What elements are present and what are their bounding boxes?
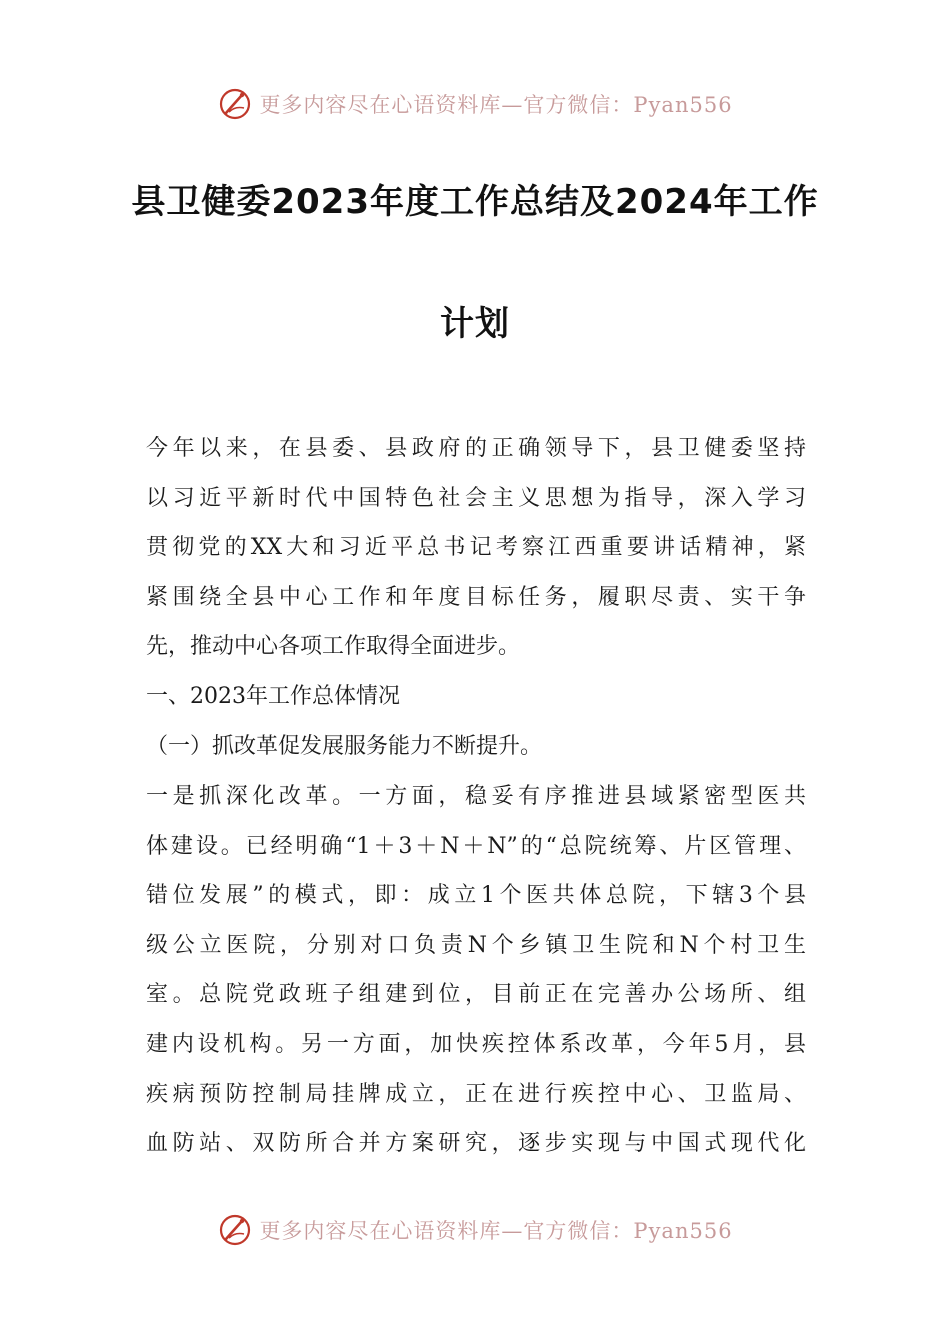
section-heading bbox=[146, 672, 806, 722]
paragraph-line: 血防站、双防所合并方案研究，逐步实现与中国式现代化 bbox=[146, 1131, 806, 1157]
document-title-line-2: 计划 bbox=[440, 304, 510, 344]
pen-circle-icon bbox=[217, 86, 253, 122]
paragraph-line: 紧围绕全县中心工作和年度目标任务，履职尽责、实干争 bbox=[146, 584, 806, 610]
watermark-text: 更多内容尽在心语资料库—官方微信：Pyan556 bbox=[259, 93, 733, 117]
footer-watermark bbox=[0, 1208, 950, 1252]
paragraph-line: 建内设机构。另一方面，加快疾控体系改革，今年5月，县 bbox=[146, 1031, 806, 1057]
subsection-heading bbox=[146, 722, 806, 772]
paragraph-line: 室。总院党政班子组建到位，目前正在完善办公场所、组 bbox=[146, 982, 806, 1008]
paragraph-line: 先，推动中心各项工作取得全面进步。 bbox=[146, 634, 521, 660]
paragraph-line: 体建设。已经明确“1＋3＋N＋N”的“总院统筹、片区管理、 bbox=[146, 833, 806, 859]
paragraph-line: 贯彻党的XX大和习近平总书记考察江西重要讲话精神，紧 bbox=[146, 535, 806, 561]
paragraph-line: 级公立医院，分别对口负责N个乡镇卫生院和N个村卫生 bbox=[146, 932, 806, 958]
paragraph-line: 以习近平新时代中国特色社会主义思想为指导，深入学习 bbox=[146, 485, 806, 511]
subsection-heading-text: （一）抓改革促发展服务能力不断提升。 bbox=[146, 734, 543, 759]
paragraph-line: 今年以来，在县委、县政府的正确领导下，县卫健委坚持 bbox=[146, 436, 806, 461]
section-heading-text: 一、2023年工作总体情况 bbox=[146, 684, 400, 709]
paragraph-line: 错位发展”的模式，即：成立1个医共体总院，下辖3个县 bbox=[146, 883, 806, 909]
pen-circle-icon bbox=[217, 1212, 253, 1248]
reform-paragraph bbox=[146, 772, 806, 1169]
paragraph-line: 疾病预防控制局挂牌成立，正在进行疾控中心、卫监局、 bbox=[146, 1081, 806, 1107]
watermark-text: 更多内容尽在心语资料库—官方微信：Pyan556 bbox=[259, 1219, 733, 1243]
intro-paragraph bbox=[146, 424, 806, 672]
document-title-line-1: 县卫健委2023年度工作总结及2024年工作 bbox=[131, 182, 819, 222]
paragraph-line: 一是抓深化改革。一方面，稳妥有序推进县域紧密型医共 bbox=[146, 784, 806, 809]
header-watermark bbox=[0, 82, 950, 126]
